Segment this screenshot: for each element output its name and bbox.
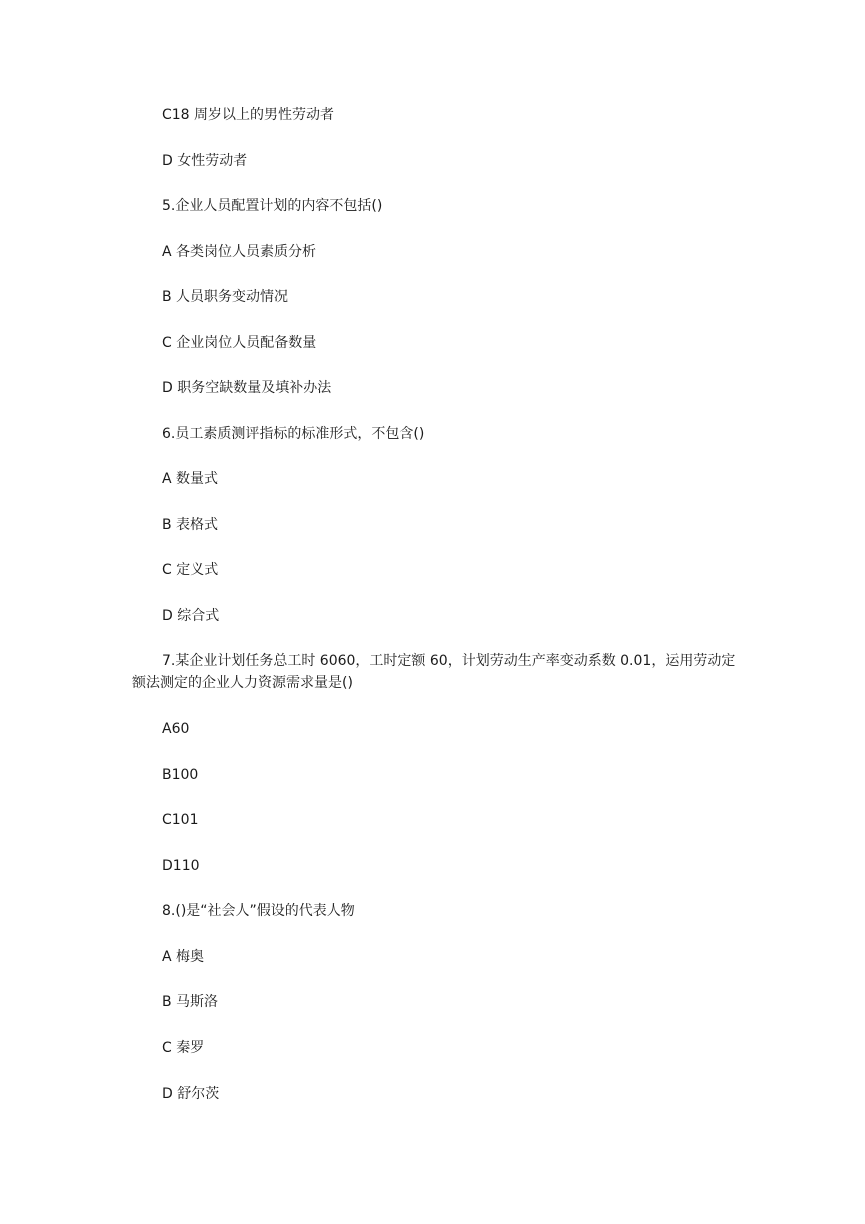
question-6-option-c: C 定义式 <box>162 562 219 578</box>
question-6-option-b: B 表格式 <box>162 517 219 533</box>
question-8-option-a: A 梅奥 <box>162 949 205 965</box>
question-8-text: 8.()是“社会人”假设的代表人物 <box>162 903 355 919</box>
question-8-option-d: D 舒尔茨 <box>162 1086 220 1102</box>
question-7-text: 7.某企业计划任务总工时 6060，工时定额 60，计划劳动生产率变动系数 0.01，运用劳动定额法测定的企业人力资源需求量是() <box>132 653 736 691</box>
question-8-option-c: C 秦罗 <box>162 1040 205 1056</box>
question-8-option-b: B 马斯洛 <box>162 994 219 1010</box>
question-5-text: 5.企业人员配置计划的内容不包括() <box>162 198 383 214</box>
question-6-text: 6.员工素质测评指标的标准形式，不包含() <box>162 426 425 442</box>
question-7-option-b: B100 <box>162 767 199 783</box>
question-5-option-b: B 人员职务变动情况 <box>162 289 289 305</box>
question-7-option-a: A60 <box>162 721 190 737</box>
question-5-option-d: D 职务空缺数量及填补办法 <box>162 380 332 396</box>
question-6-option-a: A 数量式 <box>162 471 219 487</box>
question-5-option-c: C 企业岗位人员配备数量 <box>162 335 317 351</box>
question-7-option-c: C101 <box>162 812 199 828</box>
question-5-option-a: A 各类岗位人员素质分析 <box>162 244 317 260</box>
question-7-option-d: D110 <box>162 858 200 874</box>
question-4-option-d: D 女性劳动者 <box>162 153 248 169</box>
question-6-option-d: D 综合式 <box>162 608 220 624</box>
question-4-option-c: C18 周岁以上的男性劳动者 <box>162 107 335 123</box>
